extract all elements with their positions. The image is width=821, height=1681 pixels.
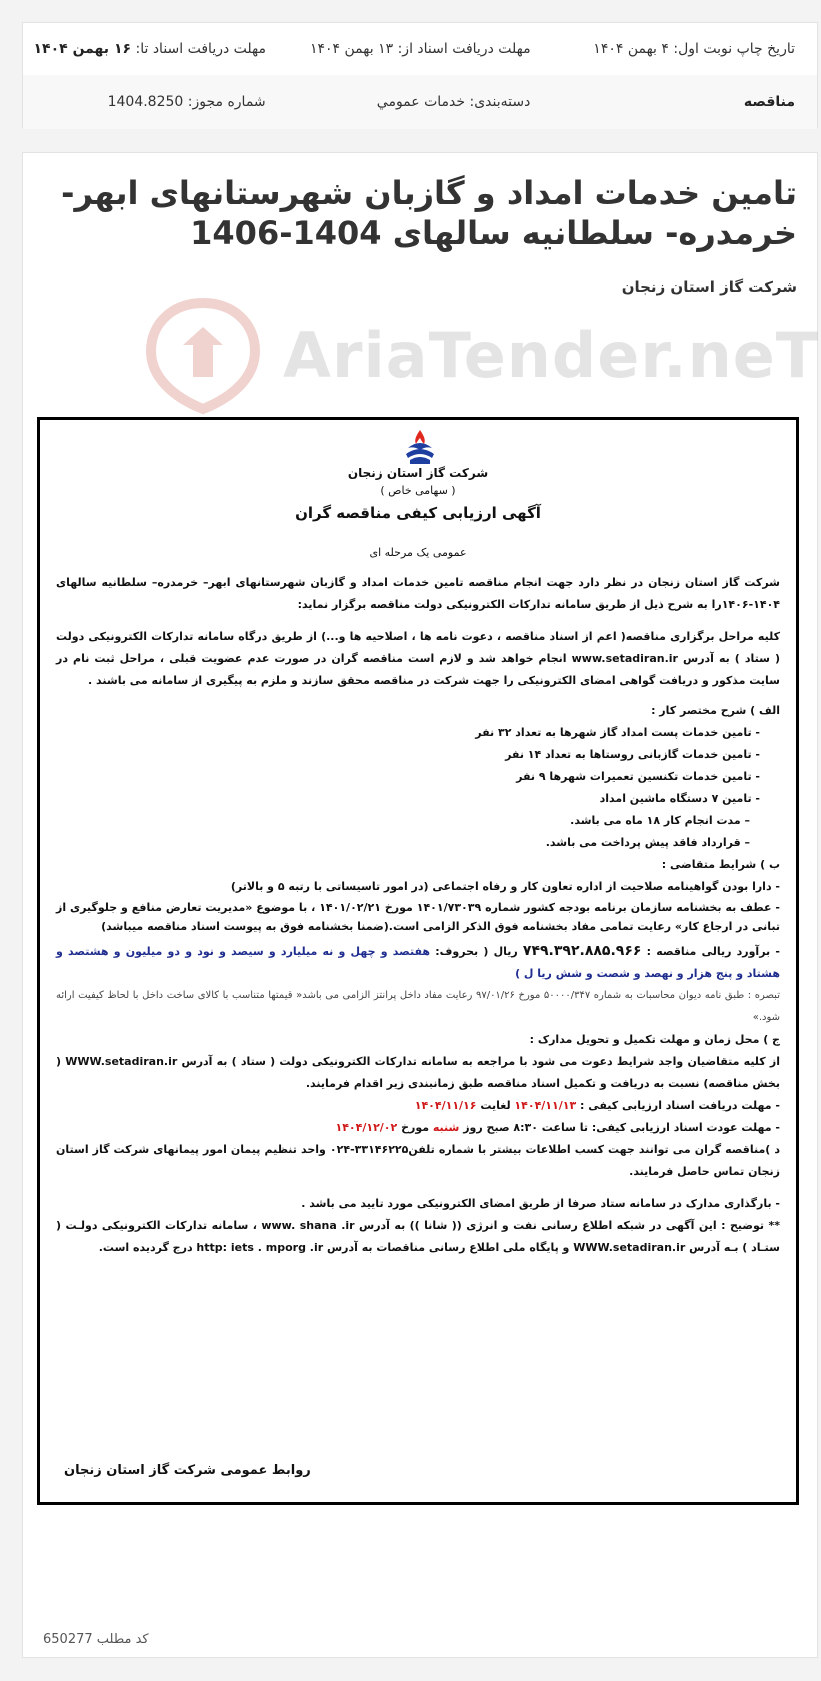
deadline-to [23,41,288,57]
note: تبصره : طبق نامه دیوان محاسبات به شماره ۵۰۰۰۰/۳۴۷ مورخ ۹۷/۰۱/۲۶ رعایت مفاد داخل پرانتز الزامی می باشد« قیمتها متناسب با کالای ساخت داخل با لحاظ کیفیت ارائه شود.» [56,990,780,1023]
deadline-to-label: مهلت دریافت اسناد تا: [135,41,266,57]
section-c-text: از کلیه متقاضیان واجد شرایط دعوت می شود با مراجعه به سامانه تدارکات الکترونیکی دولت ( ستاد ) به آدرس WWW.setadiran.ir ( بخش مناقصه) نسبت به دریافت و تکمیل اسناد مناقصه طبق زمانبندی زیر اقدام فرمایند. [56,1055,780,1090]
notice-company-type: ( سهامی خاص ) [380,484,456,497]
watermark-text: AriaTender.neT [283,319,820,392]
page-title: تامین خدمات امداد و گازبان شهرستانهای ابهر- خرمدره- سلطانیه سالهای 1404-1406 [61,174,797,252]
notice-intro: شرکت گاز استان زنجان در نظر دارد جهت انجام مناقصه تامین خدمات امداد و گازبان شهرستانهای ابهر– خرمدره– سلطانیه سالهای ۱۴۰۴-۱۴۰۶را به شرح ذیل از طریق سامانه تدارکات الکترونیکی دولت مناقصه برگزار نماید: [56,576,780,611]
estimate-value: ۷۴۹.۳۹۲.۸۸۵.۹۶۶ [522,943,642,959]
section-b-heading: ب ) شرایط متقاضی : [661,858,780,871]
list-item: - تامین خدمات پست امداد گاز شهرها به تعداد ۳۲ نفر [475,726,760,739]
list-item: – قرارداد فاقد پیش پرداخت می باشد. [545,836,750,849]
condition-item: - عطف به بخشنامه سازمان برنامه بودجه کشور شماره ۱۴۰۱/۷۳۰۳۹ مورخ ۱۴۰۱/۰۲/۲۱ ، با موضوع «مدیریت تعارض منافع و جلوگیری از تبانی در ارجاع کار» رعایت تمامی مفاد بخشنامه فوق الذکر الزامی است.(ضمنا بخشنامه فوق به پیوست اسناد مناقصه میباشد) [56,901,780,933]
estimate: - برآورد ریالی مناقصه : ۷۴۹.۳۹۲.۸۸۵.۹۶۶ ریال ( بحروف: هفتصد و چهل و نه میلیارد و سیصد و نود و دو میلیون و هشتصد و هشتاد و پنج هزار و نهصد و شصت و شش ریا ل ) [56,943,780,980]
organization-name: شرکت گاز استان زنجان [621,278,797,296]
meta-row-info [23,75,817,129]
tender-category: دسته‌بندی: خدمات عمومي [376,94,531,110]
deadline-docs: - مهلت دریافت اسناد ارزیابی کیفی : ۱۴۰۴/۱۱/۱۳ لغایت ۱۴۰۴/۱۱/۱۶ [414,1099,780,1112]
list-item: – مدت انجام کار ۱۸ ماه می باشد. [570,814,750,827]
notice-procedure: کلیه مراحل برگزاری مناقصه( اعم از اسناد مناقصه ، دعوت نامه ها ، اصلاحیه ها و...) از طریق درگاه سامانه تدارکات الکترونیکی دولت ( ستاد ) به آدرس www.setadiran.ir انجام خواهد شد و لازم است مناقصه گران در صورت عدم عضویت قبلی ، مراحل ثبت نام در سایت مذکور و دریافت گواهی امضای الکترونیکی را جهت شرکت در مناقصه محقق سازند و ملزم به پیگیری از سامانه می باشند . [56,630,781,687]
section-d-text: د )مناقصه گران می توانند جهت کسب اطلاعات بیشتر با شماره تلفن۳۳۱۴۶۲۲۵-۰۲۴ واحد تنظیم پیمان امور پیمانهای شرکت گاز استان زنجان تماس حاصل فرمایند. [56,1143,780,1178]
deadline-from: مهلت دریافت اسناد از: ۱۳ بهمن ۱۴۰۴ [310,41,531,57]
footnote: ** توضیح : این آگهی در شبکه اطلاع رسانی نفت و انرژی (( شانا )) به آدرس www. shana .ir ، سامانه تدارکات الکترونیکی دولـت ( ستـاد ) بـه آدرس WWW.setadiran.ir و پایگاه ملی اطلاع رسانی مناقصات به آدرس http: iets . mporg .ir درج گردیده است. [56,1219,780,1254]
permit-number: شماره مجوز: 1404.8250 [107,94,266,110]
condition-item: - دارا بودن گواهینامه صلاحیت از اداره تعاون کار و رفاه اجتماعی (در امور تاسیساتی با رتبه ۵ و بالاتر) [230,880,780,893]
upload-note: - بارگذاری مدارک در سامانه ستاد صرفا از طریق امضای الکترونیکی مورد تایید می باشد . [301,1197,780,1210]
section-a-heading: الف ) شرح مختصر کار : [651,704,780,717]
article-code: کد مطلب 650277 [43,1632,149,1647]
section-c-heading: ج ) محل زمان و مهلت تکمیل و تحویل مدارک : [529,1033,780,1046]
list-item: - تامین خدمات گازبانی روستاها به تعداد ۱۴ نفر [505,748,760,761]
notice-stage: عمومی یک مرحله ای [369,546,467,559]
deadline-return: - مهلت عودت اسناد ارزیابی کیفی: تا ساعت ۸:۳۰ صبح روز شنبه مورخ ۱۴۰۴/۱۲/۰۲ [335,1121,780,1134]
tender-type: مناقصه [743,94,795,110]
notice-company: شرکت گاز استان زنجان [347,466,489,480]
list-item: - تامین ۷ دستگاه ماشین امداد [599,792,760,805]
deadline-to-value: ۱۶ بهمن ۱۴۰۴ [33,41,132,57]
tender-detail-card [22,152,818,1658]
print-date: تاریخ چاپ نوبت اول: ۴ بهمن ۱۴۰۴ [593,41,795,57]
estimate-words: هفتصد و چهل و نه میلیارد و سیصد و نود و دو میلیون و هشتصد و هشتاد و پنج هزار و نهصد و شصت و شش ریا ل ) [56,945,780,980]
gas-company-logo-icon [396,428,444,470]
list-item: - تامین خدمات تکنسین تعمیرات شهرها ۹ نفر [516,770,760,783]
watermark [143,301,820,411]
tender-meta-card [22,22,818,128]
notice-signature: روابط عمومی شرکت گاز استان زنجان [64,1463,311,1478]
tender-notice-image [37,417,799,1505]
notice-heading: آگهی ارزیابی کیفی مناقصه گران [295,504,541,522]
watermark-logo-icon [143,297,263,417]
notice-body [56,572,780,1259]
meta-row-dates [23,23,817,75]
